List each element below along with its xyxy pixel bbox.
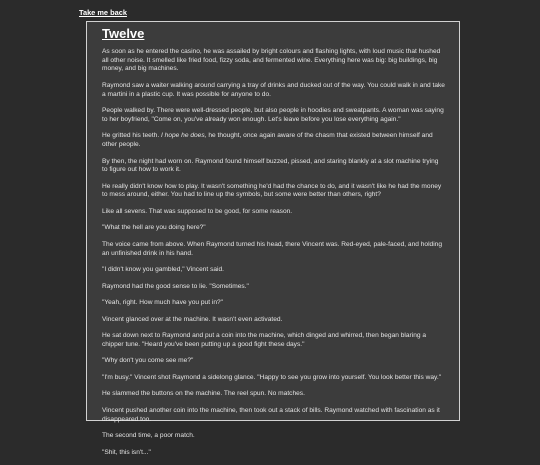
paragraph-text: he thought, once again aware of the chasm that existed between himself and other people. bbox=[102, 132, 433, 149]
paragraph: The voice came from above. When Raymond turned his head, there Vincent was. Red-eyed, pale-faced, and holding an unfinished drink in his hand. bbox=[102, 240, 443, 257]
paragraph: "Shit, this isn't..." bbox=[102, 448, 151, 456]
paragraph: He sat down next to Raymond and put a coin into the machine, which dinged and whirred, then began blaring a chipper tune. "Heard you've been putting up a good fight these days." bbox=[102, 332, 427, 348]
chapter-title: Twelve bbox=[102, 26, 145, 41]
paragraph: "Why don't you come see me?" bbox=[102, 357, 194, 365]
paragraph: The second time, a poor match. bbox=[102, 432, 195, 440]
paragraph: He slammed the buttons on the machine. The reel spun. No matches. bbox=[102, 390, 305, 398]
paragraph: People walked by. There were well-dressed people, but also people in hoodies and sweatpants. A woman was saying to her boyfriend, "Come on, you've already won enough. Let's leave before you lose everything again." bbox=[102, 107, 444, 123]
paragraph: Raymond had the good sense to lie. "Sometimes." bbox=[102, 282, 249, 290]
paragraph: "I didn't know you gambled," Vincent said. bbox=[102, 266, 225, 274]
paragraph: Vincent pushed another coin into the machine, then took out a stack of bills. Raymond watched with fascination as it disappeared too. bbox=[102, 406, 440, 423]
paragraph: "What the hell are you doing here?" bbox=[102, 224, 206, 232]
paragraph: As soon as he entered the casino, he was assailed by bright colours and flashing lights, with loud music that hushed all other noise. It smelled like fried food, fizzy soda, and fermented wine. Everything here was big: big buildings, big money, and big machines. bbox=[102, 48, 441, 73]
paragraph-italic-text: I hope he does, bbox=[161, 132, 207, 140]
paragraph: Vincent glanced over at the machine. It wasn't even activated. bbox=[102, 315, 283, 323]
paragraph-text: He gritted his teeth. bbox=[102, 132, 162, 140]
paragraph: He really didn't know how to play. It wasn't something he'd had the chance to do, and it wasn't like he had the money to mess around, either. You had to line up the symbols, but some were better than others, right? bbox=[102, 182, 442, 199]
paragraph: By then, the night had worn on. Raymond found himself buzzed, pissed, and staring blankly at a slot machine trying to figure out how to work it. bbox=[102, 157, 439, 174]
paragraph: Raymond saw a waiter walking around carrying a tray of drinks and ducked out of the way. You could walk in and take a martini in a plastic cup. It was possible for anyone to do. bbox=[102, 81, 445, 98]
paragraph: "Yeah, right. How much have you put in?" bbox=[102, 299, 223, 307]
back-link[interactable]: Take me back bbox=[79, 8, 127, 17]
paragraph: "I'm busy." Vincent shot Raymond a sidelong glance. "Happy to see you grow into yourself. You look better this way." bbox=[102, 373, 442, 381]
paragraph: Like all sevens. That was supposed to be good, for some reason. bbox=[102, 207, 293, 215]
chapter-panel bbox=[86, 21, 460, 456]
paragraph bbox=[102, 132, 445, 149]
chapter-content[interactable] bbox=[102, 26, 445, 465]
